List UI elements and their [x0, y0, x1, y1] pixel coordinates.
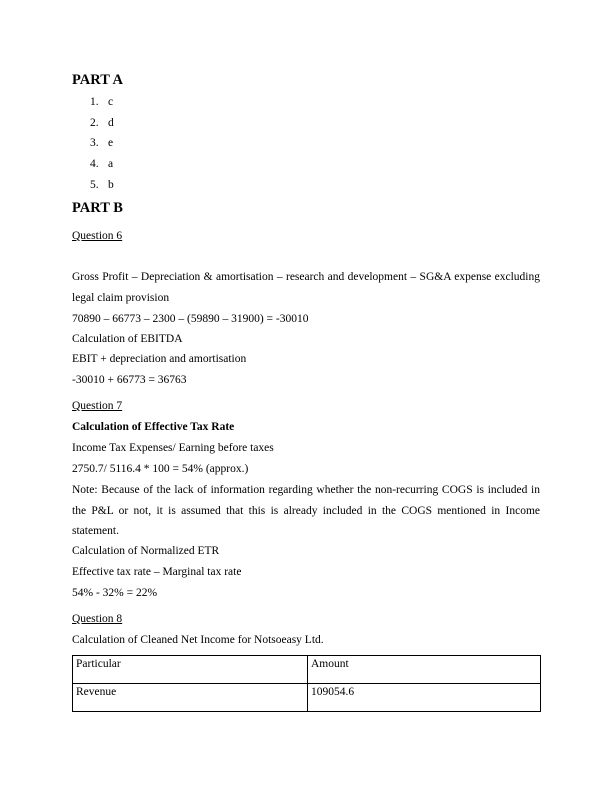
- part-b-title: PART B: [72, 200, 123, 216]
- normalized-etr-formula: Effective tax rate – Marginal tax rate: [72, 566, 242, 578]
- ebitda-heading: Calculation of EBITDA: [72, 333, 183, 345]
- table-row: [73, 684, 541, 712]
- etr-calculation: 2750.7/ 5116.4 * 100 = 54% (approx.): [72, 463, 249, 475]
- list-item-value: c: [108, 96, 114, 108]
- table-header-cell: Particular: [73, 656, 308, 684]
- net-income-table: [72, 655, 541, 712]
- ebitda-formula: EBIT + depreciation and amortisation: [72, 353, 247, 365]
- question-8-heading: Question 8: [72, 613, 123, 625]
- normalized-etr-heading: Calculation of Normalized ETR: [72, 545, 220, 557]
- table-header-row: [73, 656, 541, 684]
- ebitda-calculation: -30010 + 66773 = 36763: [72, 374, 187, 386]
- question-6-calculation: 70890 – 66773 – 2300 – (59890 – 31900) = -30010: [72, 313, 309, 325]
- part-a-title: PART A: [72, 72, 123, 88]
- table-header-cell: Amount: [308, 656, 541, 684]
- list-item-value: b: [108, 179, 114, 191]
- list-item-number: 4.: [90, 158, 99, 170]
- list-item-value: a: [108, 158, 114, 170]
- table-cell: Revenue: [73, 684, 308, 712]
- etr-formula: Income Tax Expenses/ Earning before taxes: [72, 442, 274, 454]
- etr-subheading: Calculation of Effective Tax Rate: [72, 421, 235, 433]
- question-6-paragraph: Gross Profit – Depreciation & amortisation – research and development – SG&A expense excluding legal claim provision: [72, 271, 540, 304]
- net-income-heading: Calculation of Cleaned Net Income for Notsoeasy Ltd.: [72, 634, 324, 646]
- list-item-number: 2.: [90, 117, 99, 129]
- question-6-heading: Question 6: [72, 230, 123, 242]
- list-item-value: e: [108, 137, 114, 149]
- normalized-etr-calculation: 54% - 32% = 22%: [72, 587, 158, 599]
- table-cell: 109054.6: [308, 684, 541, 712]
- list-item-value: d: [108, 117, 114, 129]
- list-item-number: 3.: [90, 137, 99, 149]
- list-item-number: 1.: [90, 96, 99, 108]
- question-7-heading: Question 7: [72, 400, 123, 412]
- list-item-number: 5.: [90, 179, 99, 191]
- etr-note: Note: Because of the lack of information regarding whether the non-recurring COGS is included in the P&L or not, it is assumed that this is already included in the COGS mentioned in Income statement.: [72, 484, 540, 537]
